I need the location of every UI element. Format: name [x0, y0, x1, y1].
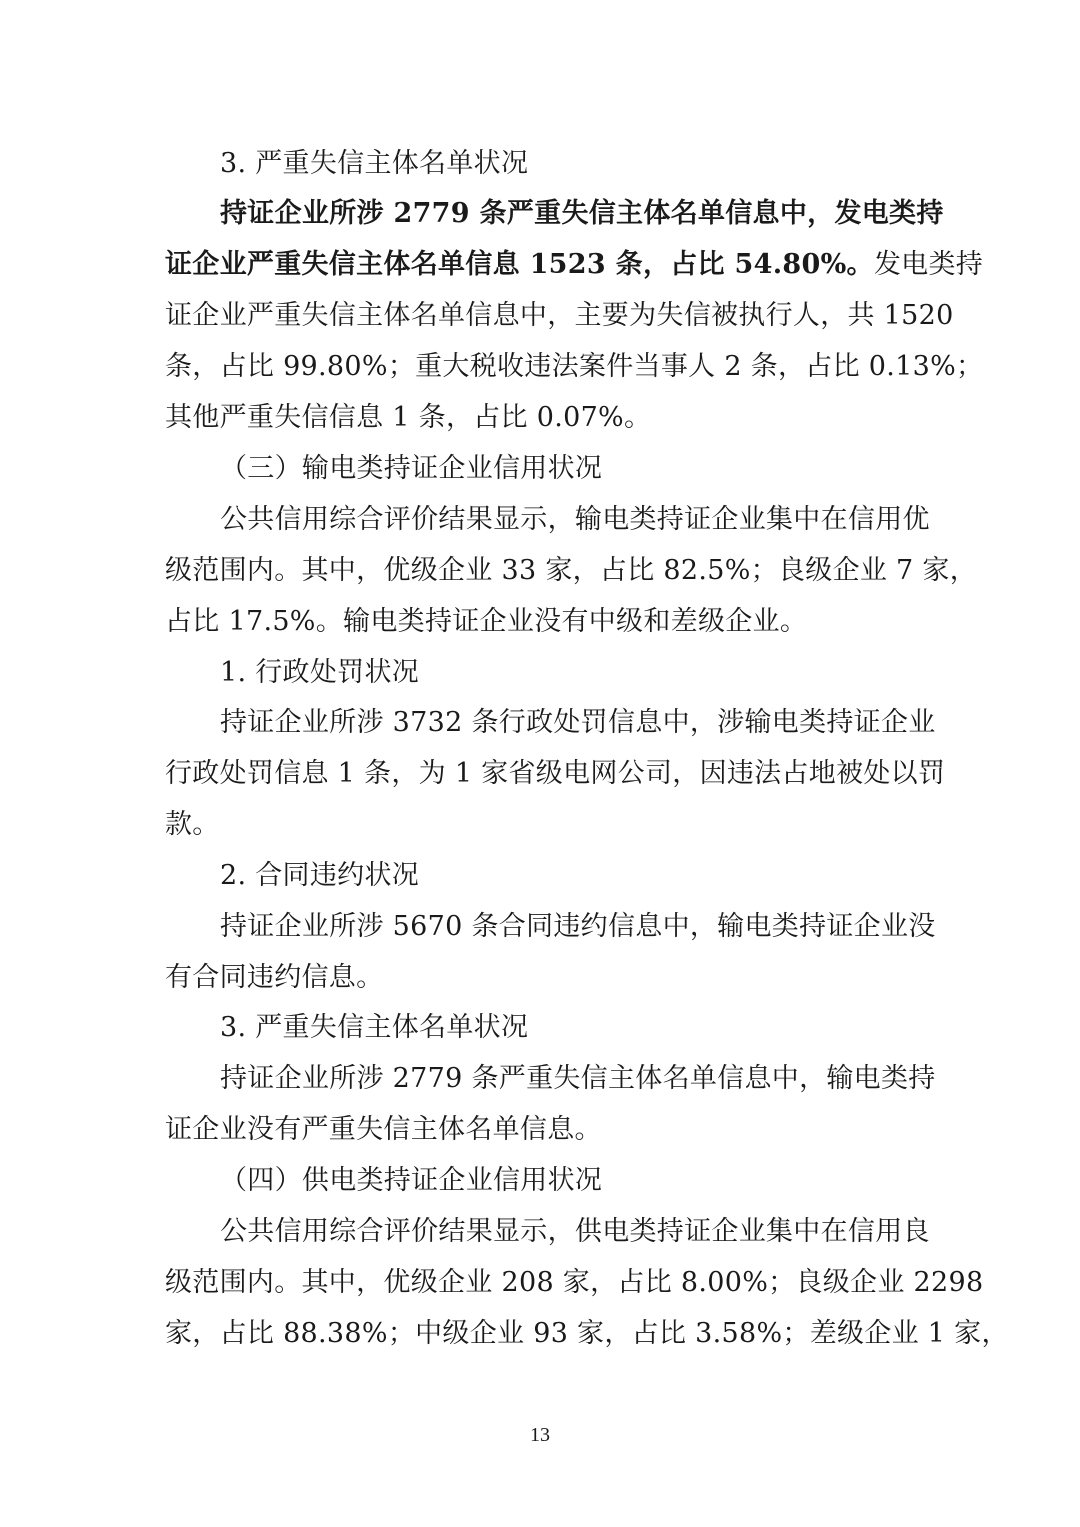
paragraph-line: 其他严重失信信息 1 条，占比 0.07%。	[165, 402, 652, 433]
paragraph-line: 公共信用综合评价结果显示，输电类持证企业集中在信用优	[220, 504, 930, 535]
paragraph-line: 持证企业所涉 2779 条严重失信主体名单信息中，输电类持	[220, 1063, 936, 1094]
paragraph-line: 证企业没有严重失信主体名单信息。	[165, 1114, 602, 1145]
section-heading: （四）供电类持证企业信用状况	[220, 1165, 603, 1196]
bold-text: 证企业严重失信主体名单信息 1523 条，占比 54.80%。	[165, 249, 874, 280]
paragraph-line: 证企业严重失信主体名单信息中，主要为失信被执行人，共 1520	[165, 300, 954, 331]
paragraph-line: 持证企业所涉 3732 条行政处罚信息中，涉输电类持证企业	[220, 707, 936, 738]
paragraph-line: 行政处罚信息 1 条，为 1 家省级电网公司，因违法占地被处以罚	[165, 758, 946, 789]
paragraph-line	[165, 248, 983, 282]
subsection-heading: 2. 合同违约状况	[220, 860, 420, 891]
paragraph-line: 有合同违约信息。	[165, 962, 384, 993]
subsection-heading: 3. 严重失信主体名单状况	[220, 148, 529, 179]
paragraph-line: 占比 17.5%。输电类持证企业没有中级和差级企业。	[165, 606, 808, 637]
paragraph-line: 条，占比 99.80%；重大税收违法案件当事人 2 条，占比 0.13%；	[165, 351, 984, 382]
section-heading: （三）输电类持证企业信用状况	[220, 453, 603, 484]
paragraph-line: 家，占比 88.38%；中级企业 93 家，占比 3.58%；差级企业 1 家，	[165, 1318, 1009, 1349]
paragraph-line: 公共信用综合评价结果显示，供电类持证企业集中在信用良	[220, 1216, 930, 1247]
page-number: 13	[530, 1424, 550, 1446]
regular-text: 发电类持	[873, 249, 984, 280]
paragraph-line: 级范围内。其中，优级企业 208 家，占比 8.00%；良级企业 2298	[165, 1267, 984, 1298]
paragraph-line: 持证企业所涉 2779 条严重失信主体名单信息中，发电类持	[220, 198, 944, 229]
paragraph-line: 款。	[165, 809, 220, 840]
paragraph-line: 持证企业所涉 5670 条合同违约信息中，输电类持证企业没	[220, 911, 936, 942]
subsection-heading: 3. 严重失信主体名单状况	[220, 1012, 529, 1043]
subsection-heading: 1. 行政处罚状况	[220, 657, 420, 688]
paragraph-line: 级范围内。其中，优级企业 33 家，占比 82.5%；良级企业 7 家，	[165, 555, 978, 586]
